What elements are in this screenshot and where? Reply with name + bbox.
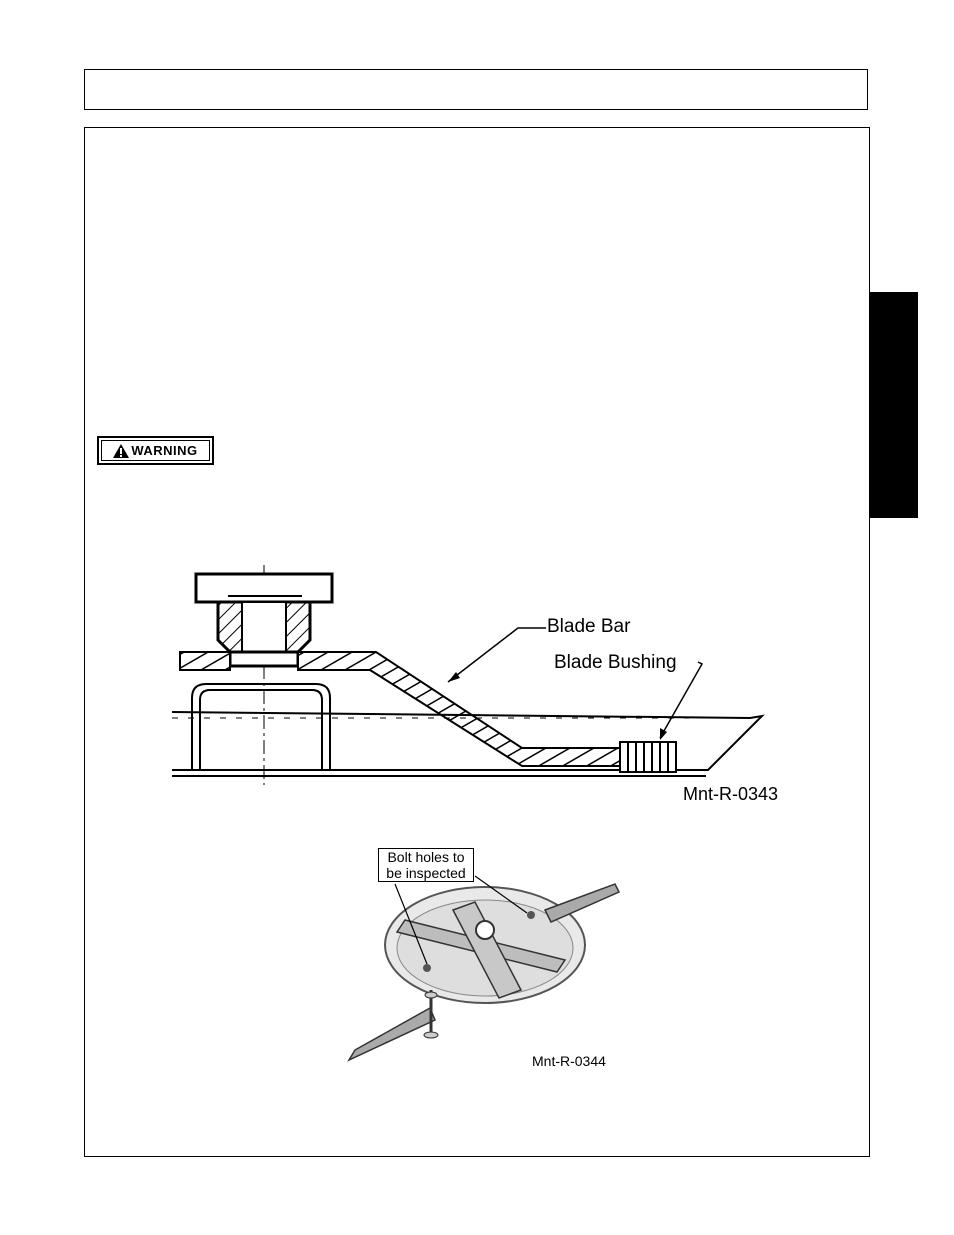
figure1-id: Mnt-R-0343 <box>683 784 779 804</box>
warning-text: WARNING <box>131 443 198 458</box>
warning-inner <box>101 440 210 461</box>
page-header-box <box>84 69 868 110</box>
section-tab <box>869 292 918 518</box>
callout-line-1: Bolt holes to <box>387 849 465 865</box>
warning-triangle-icon <box>113 444 129 458</box>
figure2-id: Mnt-R-0344 <box>532 1053 606 1069</box>
bolt-holes-callout <box>378 848 474 882</box>
blade-bar-cross-section-diagram <box>150 560 790 810</box>
blade-bar-label: Blade Bar <box>547 616 631 637</box>
callout-line-2: be inspected <box>386 865 466 881</box>
warning-label <box>97 436 214 465</box>
blade-bushing-label: Blade Bushing <box>554 652 677 673</box>
